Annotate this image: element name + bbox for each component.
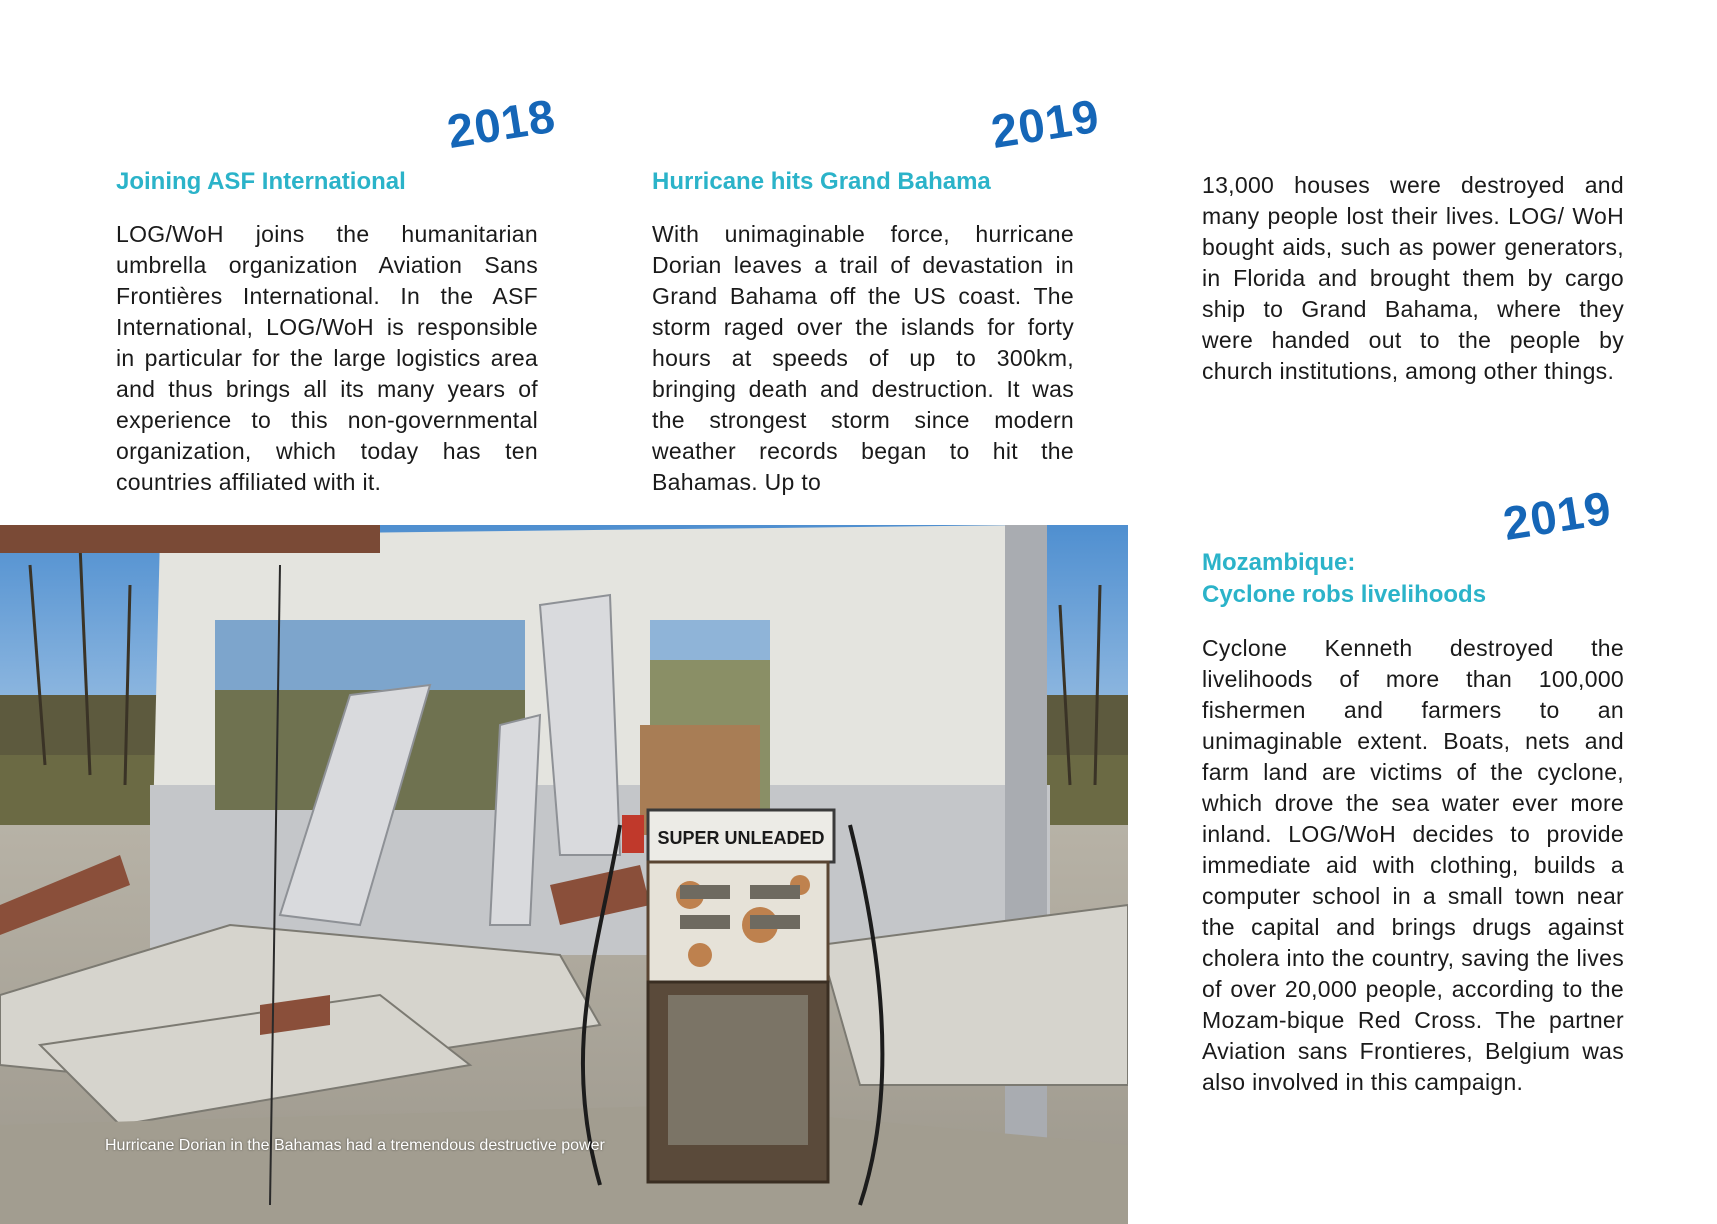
heading-hurricane: Hurricane hits Grand Bahama (652, 168, 991, 195)
text-mozambique: Cyclone Kenneth destroyed the livelihoods of more than 100,000 fishermen and farmers to an unimaginable extent. Boats, nets and farm land are victims of the cyclone, which drove the sea water ever more inland. LOG/WoH decides to provide immediate aid with clothing, builds a computer school in a small town near the capital and brings drugs against cholera into the country, saving the lives of over 20,000 people, according to the Mozam-bique Red Cross. The partner Aviation sans Frontieres, Belgium was also involved in this campaign. (1202, 635, 1624, 1095)
heading-mozambique-line2: Cyclone robs livelihoods (1202, 581, 1487, 608)
hurricane-photo (0, 525, 1128, 1224)
year-2018: 2018 (443, 88, 560, 159)
text-hurricane-continued: 13,000 houses were destroyed and many people lost their lives. LOG/ WoH bought aids, such as power generators, in Florida and brought them by cargo ship to Grand Bahama, where they were handed out to the people by church institutions, among other things. (1202, 172, 1624, 384)
heading-joining-asf: Joining ASF International (116, 168, 406, 195)
photo-caption: Hurricane Dorian in the Bahamas had a tremendous destructive power (105, 1137, 605, 1154)
year-2019-mozambique: 2019 (1499, 480, 1616, 551)
text-hurricane: With unimaginable force, hurricane Dorian leaves a trail of devastation in Grand Bahama off the US coast. The storm raged over the islands for forty hours at speeds of up to 300km, bringing death and destruction. It was the strongest storm since modern weather records began to hit the Bahamas. Up to (652, 221, 1074, 495)
text-joining-asf: LOG/WoH joins the humanitarian umbrella organization Aviation Sans Frontières International. In the ASF International, LOG/WoH is responsible in particular for the large logistics area and thus brings all its many years of experience to this non-governmental organization, which today has ten countries affiliated with it. (116, 221, 538, 495)
heading-mozambique (1202, 547, 1486, 611)
heading-mozambique-line1: Mozambique: (1202, 549, 1356, 576)
year-2019-hurricane: 2019 (987, 88, 1104, 159)
pump-label: SUPER UNLEADED (657, 828, 825, 848)
